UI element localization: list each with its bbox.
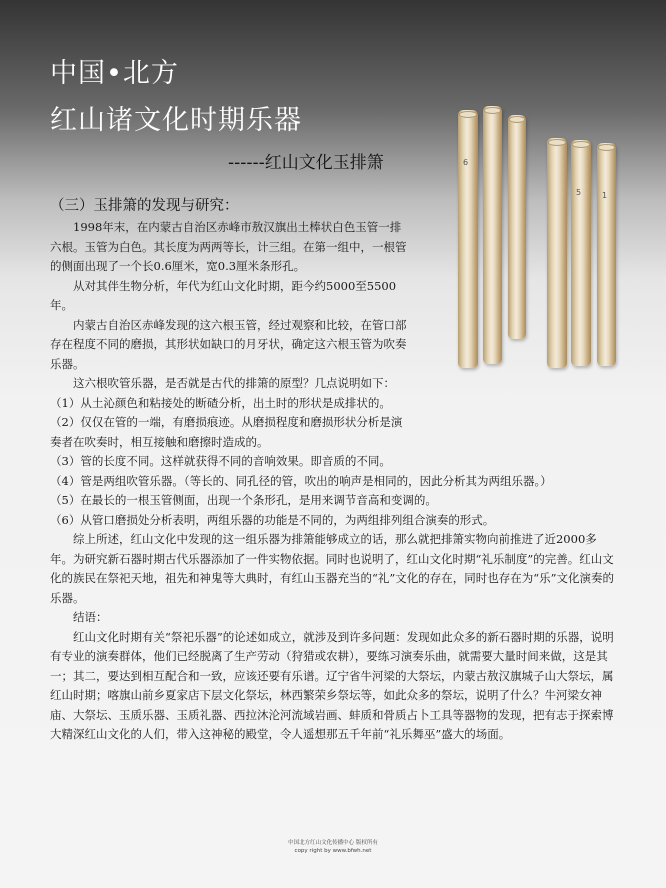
list-item: （2）仅仅在管的一端，有磨损痕迹。从磨损程度和磨损形状分析是演奏者在吹奏时，相互接触和磨擦时造成的。 bbox=[50, 415, 403, 449]
subtitle: ------红山文化玉排箫 bbox=[228, 153, 384, 173]
list-item: （1）从土沁颜色和粘接处的断碴分析，出土时的形状是成排状的。 bbox=[50, 395, 391, 410]
paragraph-dating: 从对其伴生物分析，年代为红山文化时期，距今约5000至5500年。 bbox=[50, 278, 397, 312]
tube-mark: 5 bbox=[576, 188, 582, 197]
tube-mark: 1 bbox=[602, 191, 608, 200]
list-item: （4）管是两组吹管乐器。（等长的、同孔径的管，吹出的响声是相同的，因此分析其为两组乐器。） bbox=[50, 473, 552, 488]
footer-copyright-cn: 中国北方红山文化传播中心 版权所有 bbox=[288, 840, 378, 846]
paragraph-question: 这六根吹管乐器，是否就是古代的排箫的原型？几点说明如下： bbox=[73, 376, 395, 390]
footer-copyright-url: copy right by www.bfwh.net bbox=[294, 848, 372, 854]
paragraph-summary: 综上所述，红山文化中发现的这一组乐器为排箫能够成立的话，那么就把排箫实物向前推进了近2000多年。为研究新石器时期古代乐器添加了一件实物依据。同时也说明了，红山文化时期“礼乐制度”的完善。红山文化的族民在祭祀天地，祖先和神鬼等大典时，有红山玉器充当的“礼”文化的存在，同时也存在为“乐”文化演奏的乐器。 bbox=[50, 532, 615, 605]
paragraph-conclusion: 红山文化时期有关“祭祀乐器”的论述如成立，就涉及到许多问题：发现如此众多的新石器时期的乐器，说明有专业的演奏群体，他们已经脱离了生产劳动（狩猎或农耕），要练习演奏乐曲，就需要大量时间来做，这是其一；其二，要达到相互配合和一致，应该还要有乐谱。辽宁省牛河梁的大祭坛，内蒙古敖汉旗城子山大祭坛，属红山时期；喀旗山前乡夏家店下层文化祭坛，林西繁荣乡祭坛等，如此众多的祭坛，说明了什么？牛河梁女神庙、大祭坛、玉质乐器、玉质礼器、西拉沐沦河流域岩画、蚌质和骨质占卜工具等器物的发现，把有志于探索博大精深红山文化的人们，带入这神秘的殿堂，令人遥想那五千年前“礼乐舞巫”盛大的场面。 bbox=[50, 629, 614, 741]
paragraph-discovery: 1998年末，在内蒙古自治区赤峰市敖汉旗出土棒状白色玉管一排六根。玉管为白色。其长度为两两等长，计三组。在第一组中，一根管的侧面出现了一个长0.6厘米，宽0.3厘米条形孔。 bbox=[50, 220, 407, 273]
section-heading: （三）玉排箫的发现与研究： bbox=[50, 198, 239, 214]
title-line-2: 红山诸文化时期乐器 bbox=[50, 105, 302, 136]
list-item: （5）在最长的一根玉管侧面，出现一个条形孔，是用来调节音高和变调的。 bbox=[50, 493, 437, 507]
article-body bbox=[50, 218, 618, 745]
title-line-1: 中国•北方 bbox=[50, 58, 179, 89]
paragraph-wear: 内蒙古自治区赤峰发现的这六根玉管，经过观察和比较，在管口部存在程度不同的磨损，其形状如缺口的月牙状，确定这六根玉管为吹奏乐器。 bbox=[50, 317, 407, 371]
list-item: （6）从管口磨损处分析表明，两组乐器的功能是不同的，为两组排列组合演奏的形式。 bbox=[50, 512, 495, 527]
conclusion-label: 结语： bbox=[73, 610, 108, 624]
tube-mark: 6 bbox=[463, 158, 469, 167]
list-item: （3）管的长度不同。这样就获得不同的音响效果。即音质的不同。 bbox=[50, 454, 391, 468]
